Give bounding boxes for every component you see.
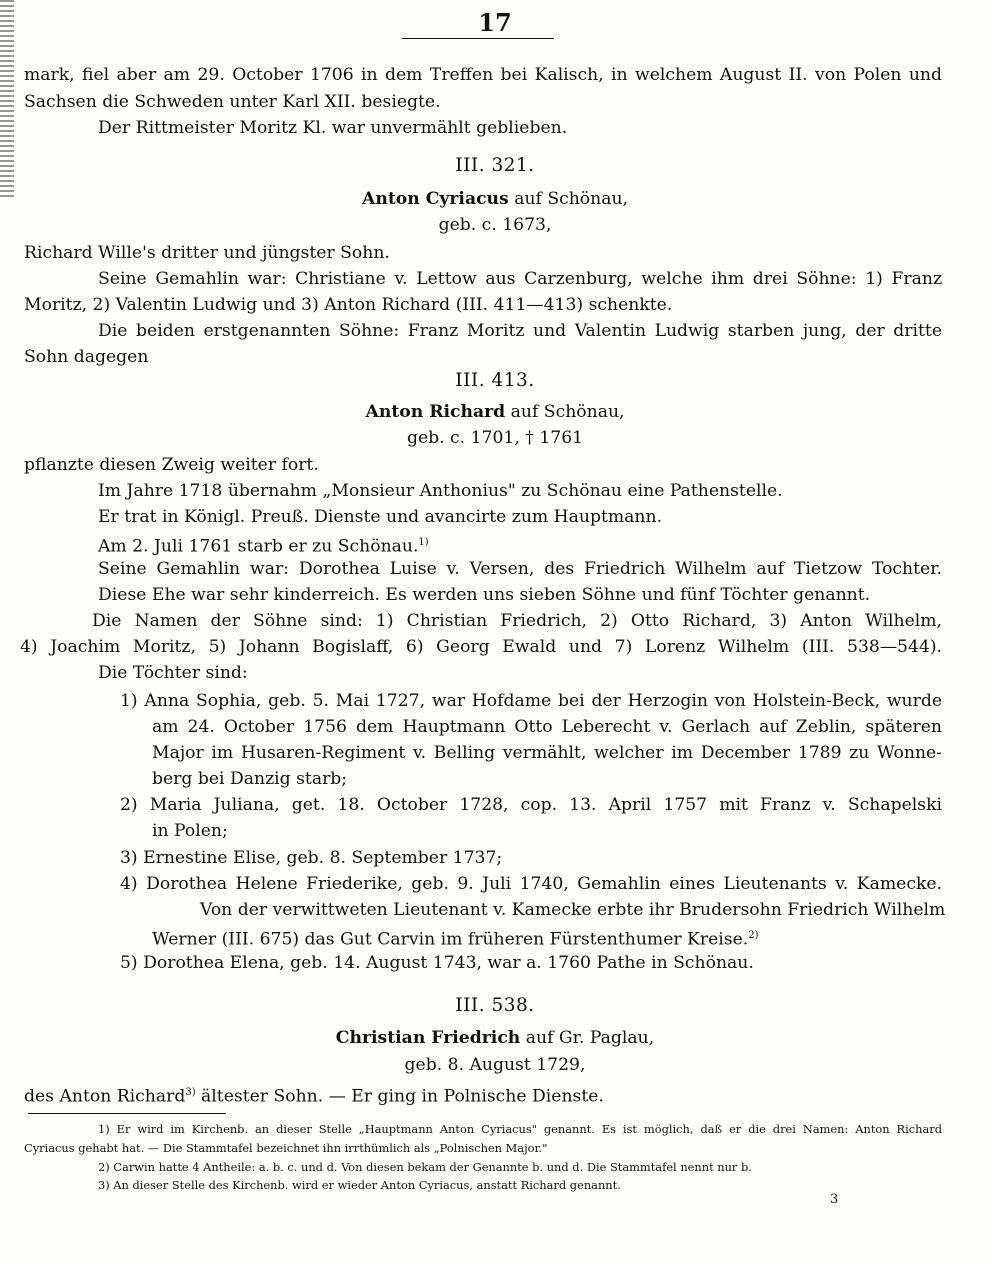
text-line: Richard Wille's dritter und jüngster Sohn. <box>24 243 390 263</box>
entry-heading-413 <box>0 399 990 425</box>
person-place: auf Gr. Paglau, <box>520 1028 655 1048</box>
person-name: Christian Friedrich <box>335 1028 521 1048</box>
footnote-1: 1) Er wird im Kirchenb. an dieser Stelle „Hauptmann Anton Cyriacus" genannt. Es ist möglich, daß er die drei Namen: Anton Richard <box>98 1122 942 1136</box>
text-line: Die Namen der Söhne sind: 1) Christian Friedrich, 2) Otto Richard, 3) Anton Wilhelm, <box>92 611 942 631</box>
text-line: Von der verwittweten Lieutenant v. Kamecke erbte ihr Brudersohn Friedrich Wilhelm <box>200 900 946 920</box>
entry-dates-538: geb. 8. August 1729, <box>404 1055 586 1075</box>
text-line: Der Rittmeister Moritz Kl. war unvermählt geblieben. <box>98 118 568 138</box>
footnote-2: 2) Carwin hatte 4 Antheile: a. b. c. und d. Von diesen bekam der Genannte b. und d. Die Stammtafel nennt nur b. <box>98 1160 752 1174</box>
text-line: Major im Husaren-Regiment v. Belling vermählt, welcher im December 1789 zu Wonne- <box>152 743 942 763</box>
entry-number-413: III. 413. <box>455 370 535 391</box>
text-line: mark, fiel aber am 29. October 1706 in dem Treffen bei Kalisch, in welchem August II. von Polen und <box>24 65 942 85</box>
footnote-ref-1: 1) <box>418 537 429 548</box>
person-name: Anton Richard <box>365 402 506 422</box>
entry-number-321: III. 321. <box>455 155 535 176</box>
entry-number-538: III. 538. <box>455 995 535 1016</box>
text-line: Diese Ehe war sehr kinderreich. Es werden uns sieben Söhne und fünf Töchter genannt. <box>98 585 871 605</box>
text-line: in Polen; <box>152 821 228 841</box>
header-rule <box>402 38 554 39</box>
text-span: Am 2. Juli 1761 starb er zu Schönau. <box>98 536 419 557</box>
footnote-1-cont: Cyriacus gehabt hat. — Die Stammtafel bezeichnet ihn irrthümlich als „Polnischen Major." <box>24 1141 548 1155</box>
daughter-item-2: 2) Maria Juliana, get. 18. October 1728, cop. 13. April 1757 mit Franz v. Schapelski <box>120 795 942 815</box>
text-line: Seine Gemahlin war: Dorothea Luise v. Versen, des Friedrich Wilhelm auf Tietzow Tochter. <box>98 559 942 579</box>
footnote-ref-2: 2) <box>748 930 759 941</box>
footnote-ref-3: 3) <box>185 1087 196 1098</box>
text-line: pflanzte diesen Zweig weiter fort. <box>24 455 319 475</box>
text-line: Moritz, 2) Valentin Ludwig und 3) Anton Richard (III. 411—413) schenkte. <box>24 295 673 315</box>
entry-heading-321 <box>0 186 990 212</box>
entry-heading-538 <box>0 1025 990 1051</box>
entry-dates-321: geb. c. 1673, <box>438 215 552 235</box>
person-place: auf Schönau, <box>505 402 625 422</box>
footnote-rule <box>28 1113 226 1114</box>
text-line: Die Töchter sind: <box>98 663 248 683</box>
daughter-item-4: 4) Dorothea Helene Friederike, geb. 9. Juli 1740, Gemahlin eines Lieutenants v. Kamecke. <box>120 874 942 894</box>
text-span: ältester Sohn. — Er ging in Polnische Dienste. <box>195 1086 604 1107</box>
text-line: 4) Joachim Moritz, 5) Johann Bogislaff, 6) Georg Ewald und 7) Lorenz Wilhelm (III. 538—544). <box>20 637 942 657</box>
text-line <box>24 1080 942 1110</box>
text-line: Seine Gemahlin war: Christiane v. Lettow aus Carzenburg, welche ihm drei Söhne: 1) Franz <box>98 269 942 289</box>
text-line: Die beiden erstgenannten Söhne: Franz Moritz und Valentin Ludwig starben jung, der dritte <box>98 321 942 341</box>
person-name: Anton Cyriacus <box>361 189 509 209</box>
daughter-item-5: 5) Dorothea Elena, geb. 14. August 1743, war a. 1760 Pathe in Schönau. <box>120 953 754 973</box>
text-line: Im Jahre 1718 übernahm „Monsieur Anthonius" zu Schönau eine Pathenstelle. <box>98 481 783 501</box>
text-line: Sohn dagegen <box>24 347 149 367</box>
person-place: auf Schönau, <box>508 189 629 209</box>
daughter-item-3: 3) Ernestine Elise, geb. 8. September 1737; <box>120 848 503 868</box>
daughter-item-1: 1) Anna Sophia, geb. 5. Mai 1727, war Hofdame bei der Herzogin von Holstein-Beck, wurde <box>120 691 942 711</box>
text-line: berg bei Danzig starb; <box>152 769 348 789</box>
text-span: Werner (III. 675) das Gut Carvin im früheren Fürstenthumer Kreise. <box>152 929 749 950</box>
text-line: am 24. October 1756 dem Hauptmann Otto Leberecht v. Gerlach auf Zeblin, späteren <box>152 717 942 737</box>
footnote-3: 3) An dieser Stelle des Kirchenb. wird er wieder Anton Cyriacus, anstatt Richard genannt. <box>98 1178 621 1192</box>
text-line: Sachsen die Schweden unter Karl XII. besiegte. <box>24 92 441 112</box>
text-span: des Anton Richard <box>24 1086 186 1107</box>
text-line: Er trat in Königl. Preuß. Dienste und avancirte zum Hauptmann. <box>98 507 663 527</box>
signature-mark: 3 <box>830 1192 839 1207</box>
text-line <box>152 923 942 953</box>
page-number: 17 <box>478 8 512 37</box>
entry-dates-413: geb. c. 1701, † 1761 <box>406 428 584 448</box>
